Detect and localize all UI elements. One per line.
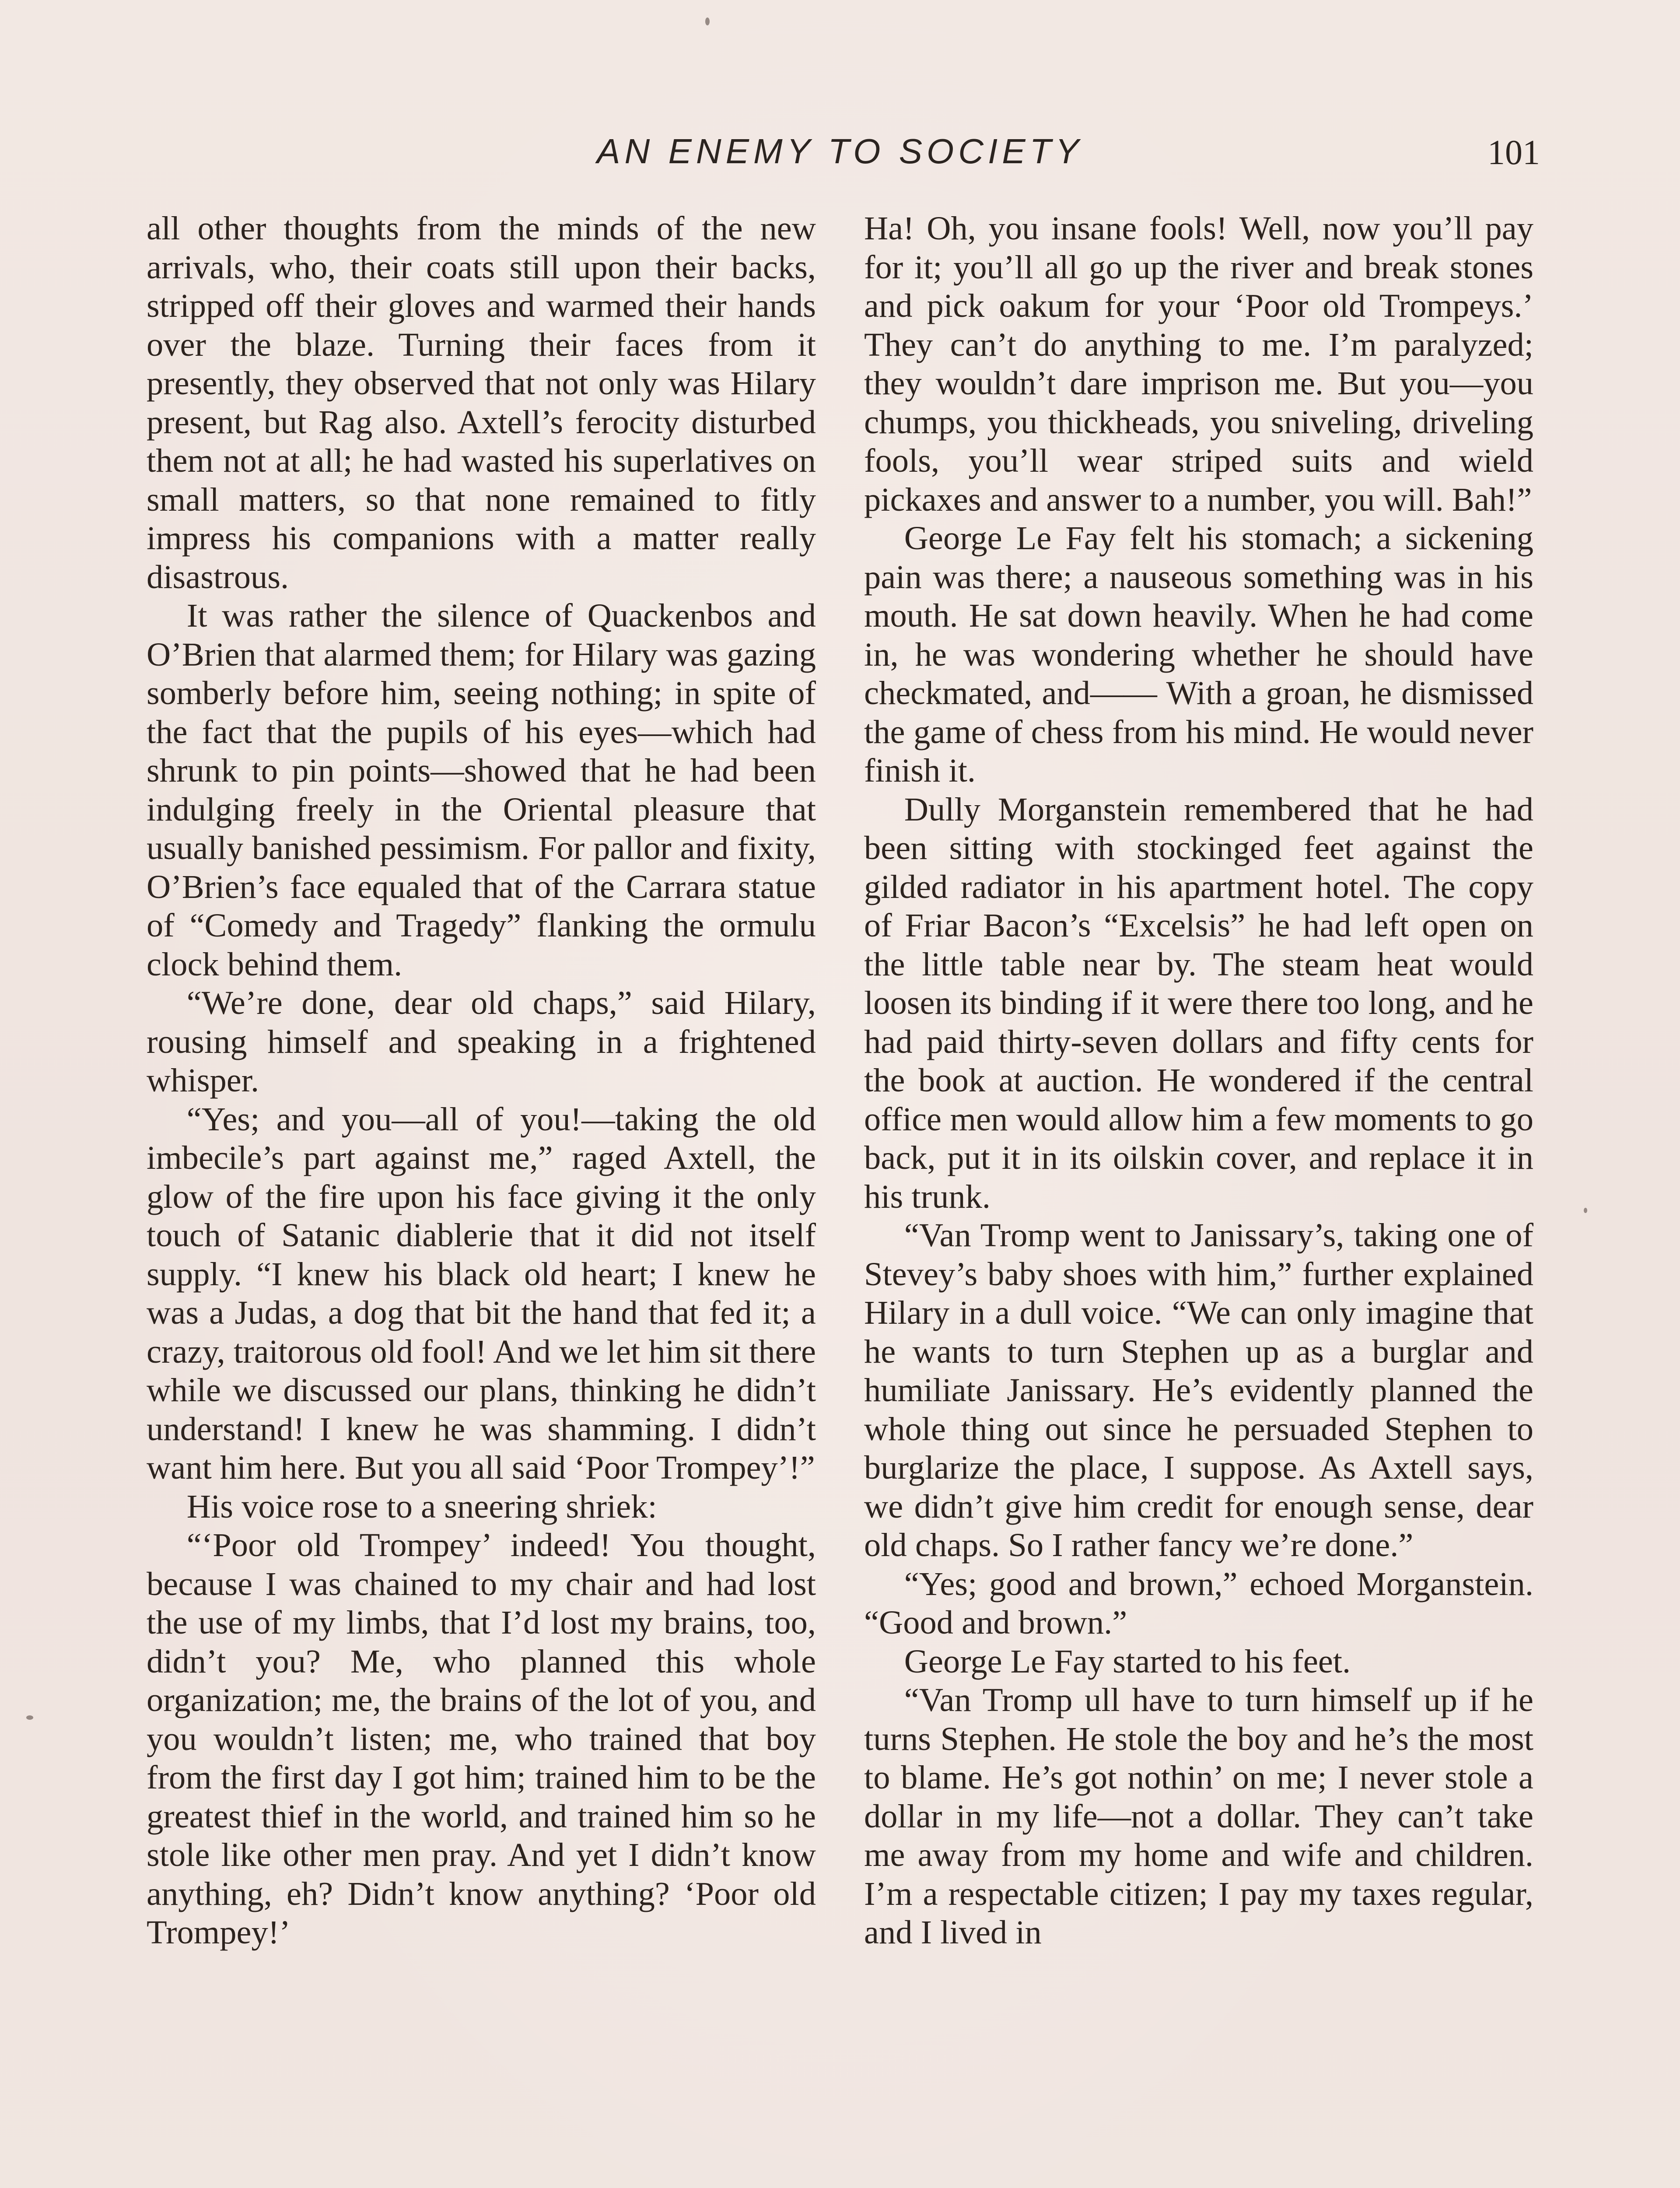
paragraph: It was rather the silence of Quackenbos and O’Brien that alarmed them; for Hilary was gazing somberly before him, seeing nothing; in spite of the fact that the pupils of his eyes—which had shrunk to pin points—showed that he had been indulging freely in the Oriental pleasure that usually banished pessimism. For pallor and fixity, O’Brien’s face equaled that of the Carrara statue of “Comedy and Tragedy” flanking the ormulu clock behind them.	[147, 597, 816, 983]
paragraph: “Yes; good and brown,” echoed Morganstein. “Good and brown.”	[864, 1565, 1533, 1641]
right-column	[864, 209, 1533, 1952]
paper-speck	[705, 18, 710, 25]
paragraph: George Le Fay felt his stomach; a sickening pain was there; a nauseous something was in his mouth. He sat down heavily. When he had come in, he was wondering whether he should have checkmated, and—— With a groan, he dismissed the game of chess from his mind. He would never finish it.	[864, 519, 1533, 789]
paper-speck	[26, 1715, 33, 1720]
paragraph: “Van Tromp ull have to turn himself up if he turns Stephen. He stole the boy and he’s the most to blame. He’s got nothin’ on me; I never stole a dollar in my life—not a dollar. They can’t take me away from my home and wife and children. I’m a respectable citizen; I pay my taxes regular, and I lived in	[864, 1681, 1533, 1951]
paper-speck	[1584, 1208, 1587, 1213]
paragraph: “Van Tromp went to Janissary’s, taking one of Stevey’s baby shoes with him,” further explained Hilary in a dull voice. “We can only imagine that he wants to turn Stephen up as a burglar and humiliate Janissary. He’s evidently planned the whole thing out since he persuaded Stephen to burglarize the place, I suppose. As Axtell says, we didn’t give him credit for enough sense, dear old chaps. So I rather fancy we’re done.”	[864, 1217, 1533, 1564]
paragraph: Dully Morganstein remembered that he had been sitting with stockinged feet against the gilded radiator in his apartment hotel. The copy of Friar Bacon’s “Excelsis” he had left open on the little table near by. The steam heat would loosen its binding if it were there too long, and he had paid thirty-seven dollars and fifty cents for the book at auction. He wondered if the central office men would allow him a few moments to go back, put it in its oilskin cover, and replace it in his trunk.	[864, 790, 1533, 1215]
page-header	[140, 131, 1540, 179]
left-column	[147, 209, 816, 1952]
paragraph: “Yes; and you—all of you!—taking the old imbecile’s part against me,” raged Axtell, the glow of the fire upon his face giving it the only touch of Satanic diablerie that it did not itself supply. “I knew his black old heart; I knew he was a Judas, a dog that bit the hand that fed it; a crazy, traitorous old fool! And we let him sit there while we discussed our plans, thinking he didn’t understand! I knew he was shamming. I didn’t want him here. But you all said ‘Poor Trompey’!”	[147, 1100, 816, 1486]
paragraph: “We’re done, dear old chaps,” said Hilary, rousing himself and speaking in a frightened whisper.	[147, 984, 816, 1099]
paragraph: His voice rose to a sneering shriek:	[186, 1487, 657, 1525]
paragraph: George Le Fay started to his feet.	[904, 1642, 1351, 1680]
page-number: 101	[1488, 133, 1540, 172]
paragraph: Ha! Oh, you insane fools! Well, now you’ll pay for it; you’ll all go up the river and break stones and pick oakum for your ‘Poor old Trompeys.’ They can’t do anything to me. I’m paralyzed; they wouldn’t dare imprison me. But you—you chumps, you thickheads, you sniveling, driveling fools, you’ll wear striped suits and wield pickaxes and answer to a number, you will. Bah!”	[864, 210, 1533, 518]
paragraph: all other thoughts from the minds of the new arrivals, who, their coats still upon their backs, stripped off their gloves and warmed their hands over the blaze. Turning their faces from it presently, they observed that not only was Hilary present, but Rag also. Axtell’s ferocity disturbed them not at all; he had wasted his superlatives on small matters, so that none remained to fitly impress his companions with a matter really disastrous.	[147, 210, 816, 596]
running-head: AN ENEMY TO SOCIETY	[597, 132, 1083, 171]
paragraph: “‘Poor old Trompey’ indeed! You thought, because I was chained to my chair and had lost the use of my limbs, that I’d lost my brains, too, didn’t you? Me, who planned this whole organization; me, the brains of the lot of you, and you wouldn’t listen; me, who trained that boy from the first day I got him; trained him to be the greatest thief in the world, and trained him so he stole like other men pray. And yet I didn’t know anything, eh? Didn’t know anything? ‘Poor old Trompey!’	[147, 1526, 816, 1951]
